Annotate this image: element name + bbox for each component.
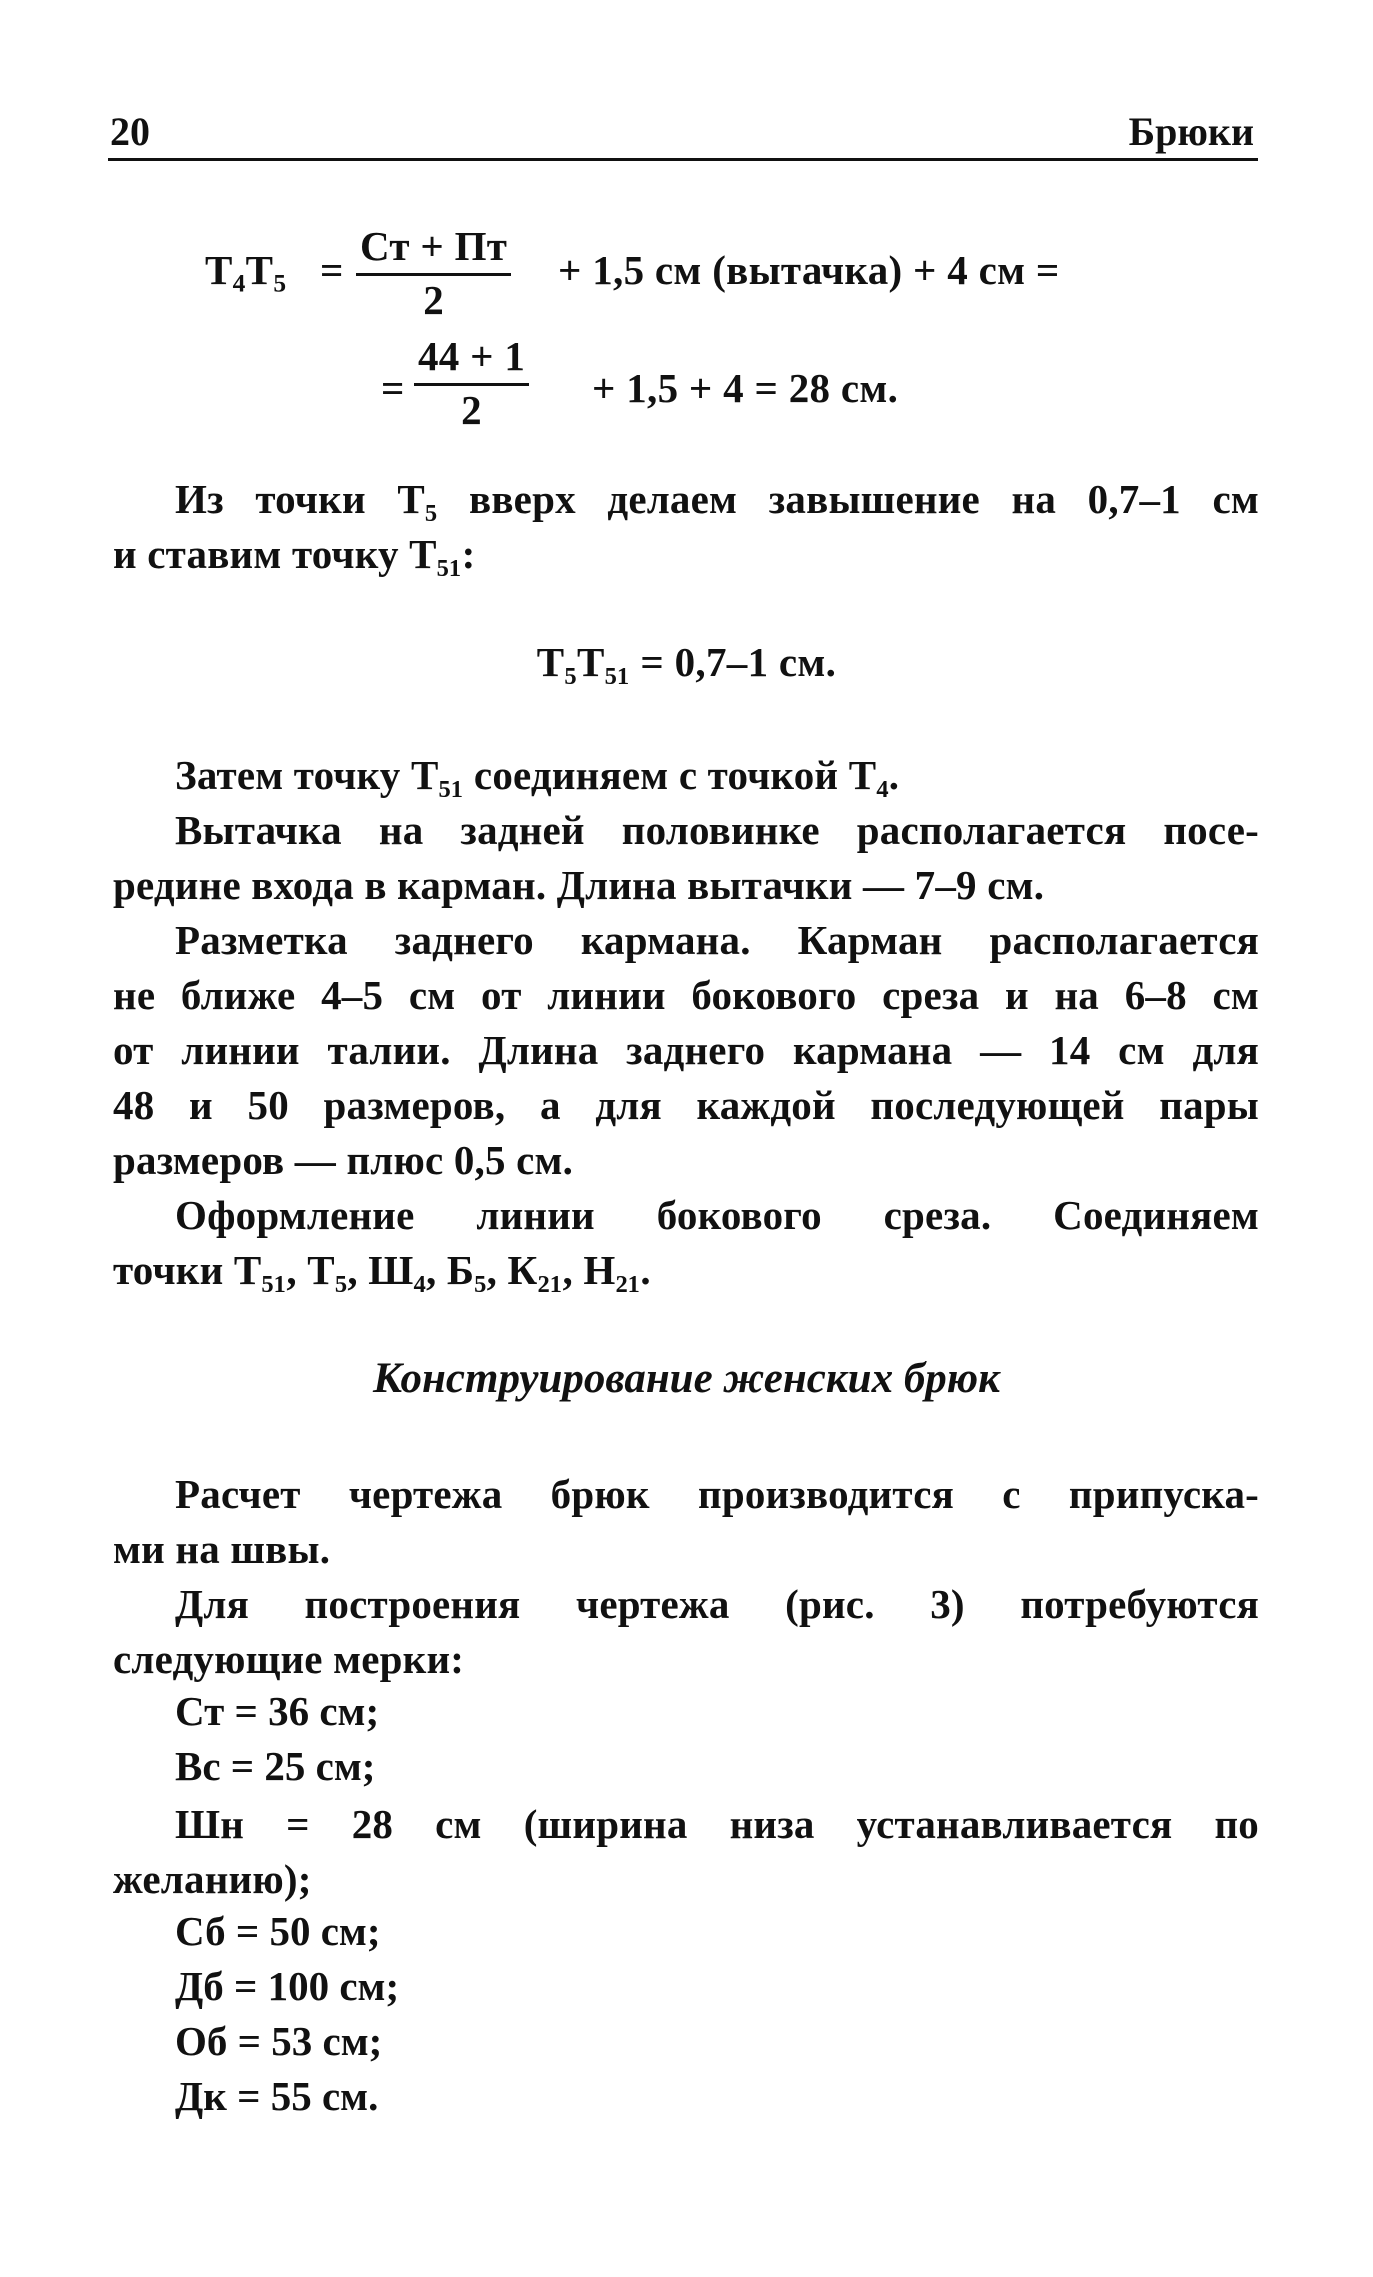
text-line: и ставим точку Т₅₁: xyxy=(113,531,476,577)
formula-subscript: 5 xyxy=(273,269,287,298)
text-line: 48 и 50 размеров, а для каждой последующей пары xyxy=(113,1082,1259,1128)
formula-rest: + 1,5 + 4 = 28 см. xyxy=(592,365,899,411)
text-line: следующие мерки: xyxy=(113,1636,465,1682)
header-rule xyxy=(108,158,1258,161)
running-title: Брюки xyxy=(1128,109,1254,154)
formula-fraction xyxy=(356,224,511,323)
formula-subscript: 4 xyxy=(232,269,246,298)
measure-dk: Дк = 55 см. xyxy=(175,2073,379,2119)
paragraph xyxy=(113,472,1259,582)
text-line: Для построения чертежа (рис. 3) потребуются xyxy=(175,1581,1259,1627)
text-line: Оформление линии бокового среза. Соединяем xyxy=(175,1192,1259,1238)
text-line: Затем точку Т₅₁ соединяем с точкой Т₄. xyxy=(175,752,900,798)
fraction-denominator: 2 xyxy=(461,387,482,434)
text-line: точки Т₅₁, Т₅, Ш₄, Б₅, К₂₁, Н₂₁. xyxy=(113,1247,651,1293)
measure-sb: Сб = 50 см; xyxy=(175,1908,381,1954)
measure-db: Дб = 100 см; xyxy=(175,1963,400,2009)
formula-rest: + 1,5 см (вытачка) + 4 см = xyxy=(558,247,1060,293)
text-line: размеров — плюс 0,5 см. xyxy=(113,1137,574,1183)
fraction-denominator: 2 xyxy=(423,277,444,324)
page-number: 20 xyxy=(110,109,150,154)
paragraph xyxy=(113,748,1259,803)
text-line: Разметка заднего кармана. Карман располагается xyxy=(175,917,1259,963)
fraction-numerator: 44 + 1 xyxy=(414,334,529,386)
measure-vs: Вс = 25 см; xyxy=(175,1743,376,1789)
formula-t5t51: Т₅Т₅₁ = 0,7–1 см. xyxy=(536,639,837,685)
measure-st: Ст = 36 см; xyxy=(175,1688,380,1734)
formula-symbol: Т xyxy=(205,247,233,293)
measure-shn xyxy=(113,1797,1259,1907)
text-line: от линии талии. Длина заднего кармана — 14 см для xyxy=(113,1027,1259,1073)
formula-symbol: Т xyxy=(245,247,274,293)
text-line: ми на швы. xyxy=(113,1526,331,1572)
formula-t4t5-lhs xyxy=(205,246,287,298)
paragraph xyxy=(113,913,1259,1188)
measure-ob: Об = 53 см; xyxy=(175,2018,383,2064)
text-line: Расчет чертежа брюк производится с припуска- xyxy=(175,1471,1259,1517)
page-header xyxy=(108,104,1258,160)
paragraph xyxy=(113,803,1259,913)
text-line: не ближе 4–5 см от линии бокового среза и на 6–8 см xyxy=(113,972,1259,1018)
text-line: Шн = 28 см (ширина низа устанавливается по xyxy=(175,1801,1259,1847)
formula-fraction xyxy=(414,334,529,433)
paragraph xyxy=(113,1577,1259,1687)
formula-equals: = xyxy=(320,247,344,293)
text-line: желанию); xyxy=(113,1856,312,1902)
text-line: редине входа в карман. Длина вытачки — 7–9 см. xyxy=(113,862,1045,908)
fraction-numerator: Ст + Пт xyxy=(356,224,511,276)
section-heading: Конструирование женских брюк xyxy=(373,1355,1000,1402)
paragraph xyxy=(113,1467,1259,1577)
paragraph xyxy=(113,1188,1259,1298)
text-line: Вытачка на задней половинке располагается посе- xyxy=(175,807,1259,853)
text-line: Из точки Т₅ вверх делаем завышение на 0,7–1 см xyxy=(175,476,1259,522)
formula-equals: = xyxy=(381,365,405,411)
